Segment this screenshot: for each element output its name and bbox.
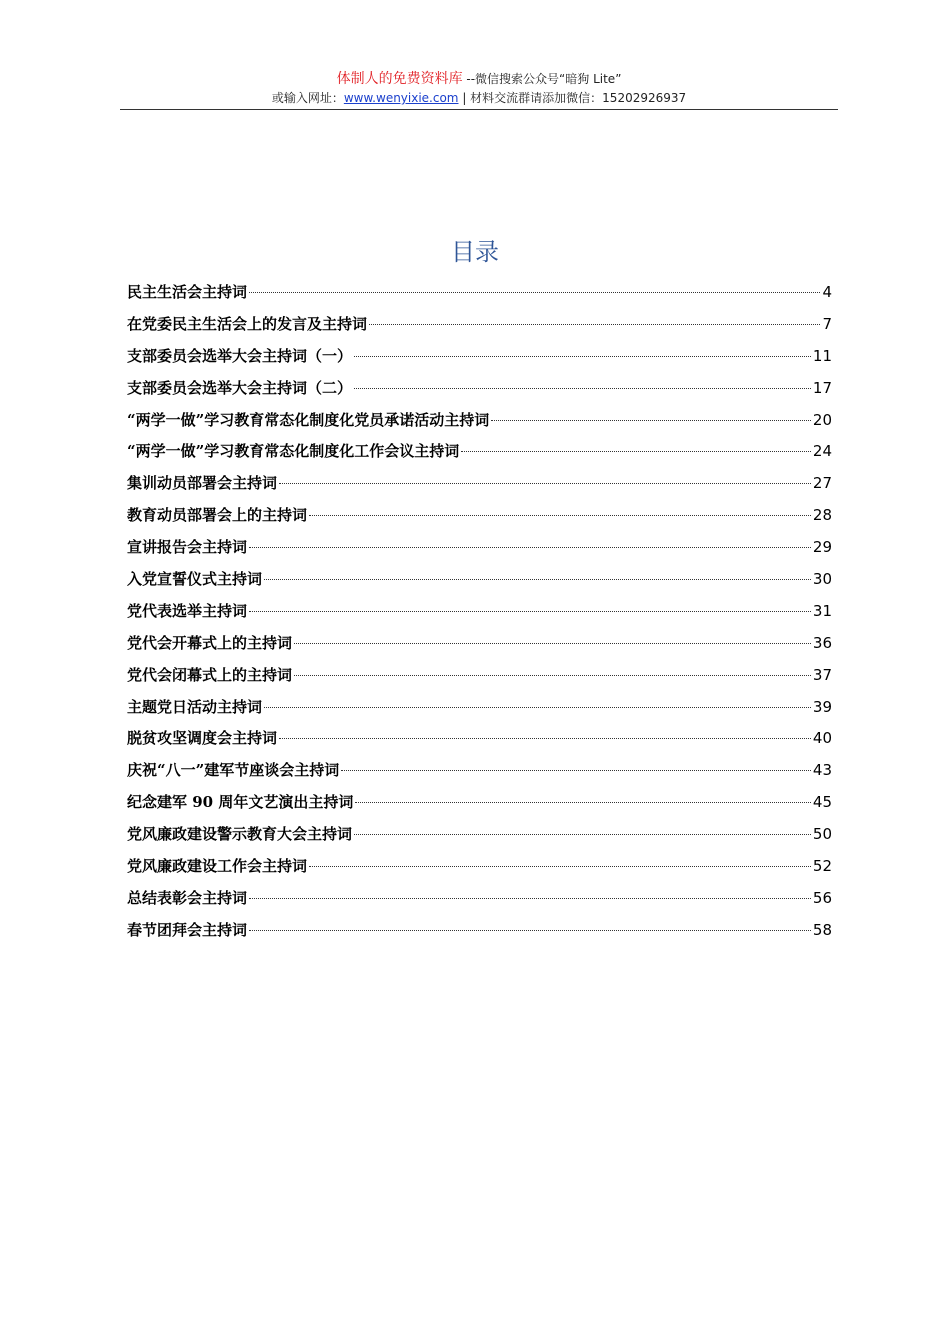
toc-dot-leader	[249, 898, 811, 899]
toc-dot-leader	[491, 420, 811, 421]
toc-dot-leader	[249, 611, 811, 612]
toc-entry-label: 支部委员会选举大会主持词（二）	[127, 378, 353, 397]
toc-entry-label: “两学一做”学习教育常态化制度化工作会议主持词	[127, 442, 460, 461]
toc-entry-label: 宣讲报告会主持词	[127, 538, 248, 557]
toc-entry-label: 总结表彰会主持词	[127, 888, 248, 907]
toc-entry[interactable]	[127, 599, 832, 631]
toc-entry[interactable]	[127, 631, 832, 663]
website-link[interactable]: www.wenyixie.com	[343, 91, 459, 105]
header-brand-line	[120, 70, 838, 89]
toc-entry-page-number: 56	[812, 888, 832, 907]
toc-entry[interactable]	[127, 344, 832, 376]
toc-entry[interactable]	[127, 471, 832, 503]
toc-entry-label: 春节团拜会主持词	[127, 920, 248, 939]
toc-entry-page-number: 58	[812, 920, 832, 939]
toc-entry-label: 党风廉政建设工作会主持词	[127, 857, 308, 876]
toc-entry-page-number: 17	[812, 378, 832, 397]
toc-dot-leader	[354, 356, 811, 357]
toc-entry[interactable]	[127, 312, 832, 344]
toc-dot-leader	[279, 738, 811, 739]
toc-entry-label: 纪念建军 90 周年文艺演出主持词	[127, 793, 354, 812]
toc-entry-label: 民主生活会主持词	[127, 283, 248, 301]
toc-entry-page-number: 50	[812, 825, 832, 844]
toc-entry-label: 党代表选举主持词	[127, 601, 248, 620]
toc-entry[interactable]	[127, 535, 832, 567]
toc-dot-leader	[355, 802, 811, 803]
toc-entry-page-number: 45	[812, 793, 832, 812]
toc-entry-label: 集训动员部署会主持词	[127, 474, 278, 493]
toc-dot-leader	[354, 834, 811, 835]
toc-entry-page-number: 43	[812, 761, 832, 780]
page-header	[120, 70, 838, 107]
toc-entry-page-number: 7	[822, 314, 832, 333]
toc-entry-page-number: 11	[812, 346, 832, 365]
toc-entry-label: 党代会开幕式上的主持词	[127, 633, 293, 652]
toc-entry[interactable]	[127, 376, 832, 408]
toc-entry[interactable]	[127, 695, 832, 727]
header-contact-line	[120, 89, 838, 107]
toc-entry[interactable]	[127, 280, 832, 312]
toc-entry-page-number: 40	[812, 729, 832, 748]
toc-entry[interactable]	[127, 503, 832, 535]
toc-dot-leader	[369, 324, 820, 325]
toc-entry-page-number: 27	[812, 474, 832, 493]
toc-dot-leader	[309, 515, 811, 516]
url-prefix: 或输入网址：	[271, 91, 344, 105]
header-divider	[120, 109, 838, 110]
toc-title: 目录	[451, 238, 499, 266]
toc-entry[interactable]	[127, 758, 832, 790]
toc-entry[interactable]	[127, 822, 832, 854]
toc-entry[interactable]	[127, 567, 832, 599]
toc-dot-leader	[264, 579, 811, 580]
toc-entry-page-number: 20	[812, 410, 832, 429]
toc-entry-page-number: 28	[812, 506, 832, 525]
toc-entry-page-number: 39	[812, 697, 832, 716]
toc-entry[interactable]	[127, 886, 832, 918]
toc-entry-label: 入党宣誓仪式主持词	[127, 570, 263, 589]
toc-entry[interactable]	[127, 408, 832, 440]
toc-entry-label: 庆祝“八一”建军节座谈会主持词	[127, 761, 340, 780]
toc-dot-leader	[249, 292, 820, 293]
toc-dot-leader	[249, 547, 811, 548]
toc-entry-page-number: 36	[812, 633, 832, 652]
toc-entry-page-number: 31	[812, 601, 832, 620]
toc-entry-page-number: 30	[812, 570, 832, 589]
toc-dot-leader	[354, 388, 811, 389]
toc-entry-page-number: 24	[812, 442, 832, 461]
toc-entry-page-number: 29	[812, 538, 832, 557]
toc-entry[interactable]	[127, 663, 832, 695]
toc-entry[interactable]	[127, 918, 832, 950]
toc-dot-leader	[294, 675, 811, 676]
toc-entry-label: 在党委民主生活会上的发言及主持词	[127, 314, 368, 333]
toc-dot-leader	[264, 707, 811, 708]
toc-dot-leader	[294, 643, 811, 644]
toc-entry-label: 党风廉政建设警示教育大会主持词	[127, 825, 353, 844]
toc-dot-leader	[341, 770, 811, 771]
toc-entry-page-number: 52	[812, 857, 832, 876]
brand-name: 体制人的免费资料库	[336, 71, 463, 87]
toc-entry-page-number: 4	[822, 283, 832, 301]
toc-entry-page-number: 37	[812, 665, 832, 684]
toc-entry-label: “两学一做”学习教育常态化制度化党员承诺活动主持词	[127, 410, 490, 429]
table-of-contents	[127, 280, 832, 950]
toc-entry-label: 支部委员会选举大会主持词（一）	[127, 346, 353, 365]
toc-dot-leader	[309, 866, 811, 867]
toc-entry-label: 教育动员部署会上的主持词	[127, 506, 308, 525]
contact-info: | 材料交流群请添加微信：15202926937	[458, 91, 687, 105]
toc-entry[interactable]	[127, 439, 832, 471]
toc-entry-label: 脱贫攻坚调度会主持词	[127, 729, 278, 748]
toc-dot-leader	[461, 451, 811, 452]
header-tagline: --微信搜索公众号“暗狗 Lite”	[462, 72, 622, 86]
toc-dot-leader	[249, 930, 811, 931]
toc-entry[interactable]	[127, 854, 832, 886]
toc-entry-label: 主题党日活动主持词	[127, 697, 263, 716]
toc-dot-leader	[279, 483, 811, 484]
toc-entry[interactable]	[127, 726, 832, 758]
toc-entry[interactable]	[127, 790, 832, 822]
toc-entry-label: 党代会闭幕式上的主持词	[127, 665, 293, 684]
